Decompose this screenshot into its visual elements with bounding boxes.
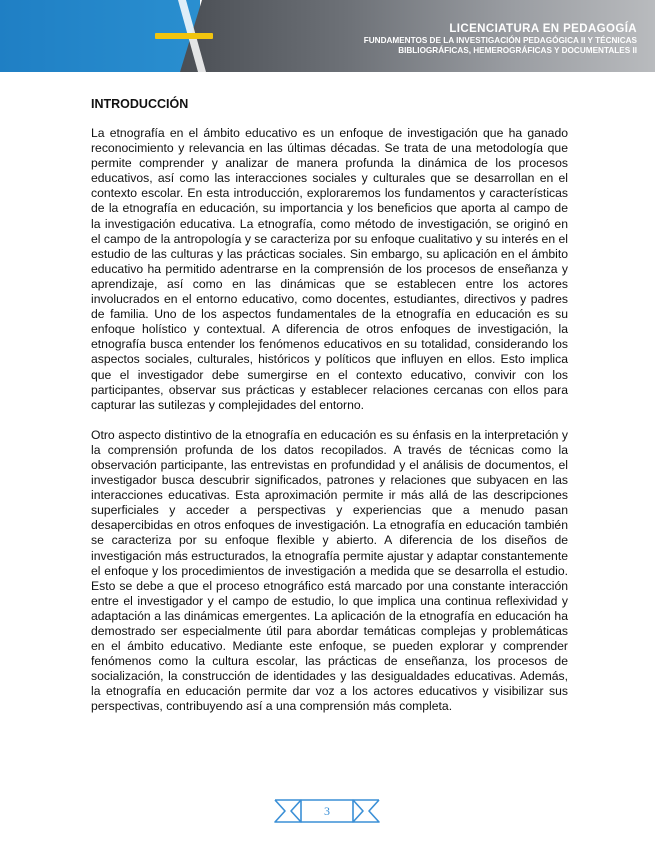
header-subtitle-line1: FUNDAMENTOS DE LA INVESTIGACIÓN PEDAGÓGICA II Y TÉCNICAS xyxy=(363,36,637,45)
main-content xyxy=(91,96,568,730)
header-text-block xyxy=(364,22,637,56)
header-banner xyxy=(0,0,655,72)
header-yellow-accent xyxy=(155,33,213,39)
page-number-badge xyxy=(271,797,383,825)
page-number: 3 xyxy=(324,804,330,818)
header-title: LICENCIATURA EN PEDAGOGÍA xyxy=(449,23,637,35)
paragraph-2: Otro aspecto distintivo de la etnografía en educación es su énfasis en la interpretación y la comprensión profunda de los datos recopilados. A través de técnicas como la observación participante, las entrevistas en profundidad y el análisis de documentos, el investigador busca descubrir significados, patrones y relaciones que subyacen en las interacciones educativas. Esta aproximación permite ir más allá de las descripciones superficiales y acceder a perspectivas y experiencias que a menudo pasan desapercibidas en otros enfoques de investigación. La etnografía en educación también se caracteriza por su enfoque flexible y abierto. A diferencia de los diseños de investigación más estructurados, la etnografía permite ajustar y adaptar constantemente el enfoque y los procedimientos de investigación a medida que se desarrolla el estudio. Esto se debe a que el proceso etnográfico está marcado por una constante interacción entre el investigador y el campo de estudio, lo que implica una continua reflexividad y adaptación a las dinámicas emergentes. La aplicación de la etnografía en educación ha demostrado ser especialmente útil para abordar temáticas complejas y problemáticas en el ámbito educativo. Mediante este enfoque, se pueden explorar y comprender fenómenos como la cultura escolar, las prácticas de enseñanza, los procesos de socialización, la construcción de identidades y las desigualdades educativas. Además, la etnografía en educación permite dar voz a los actores educativos y visibilizar sus perspectivas, contribuyendo así a una comprensión más completa. xyxy=(91,427,568,714)
header-subtitle-line2: BIBLIOGRÁFICAS, HEMEROGRÁFICAS Y DOCUMENTALES II xyxy=(398,46,637,55)
section-title: INTRODUCCIÓN xyxy=(91,97,189,111)
paragraph-1: La etnografía en el ámbito educativo es un enfoque de investigación que ha ganado reconocimiento y relevancia en las últimas décadas. Se trata de una metodología que permite comprender y analizar de manera profunda la dinámica de los procesos educativos, así como las interacciones sociales y culturales que se desarrollan en el contexto escolar. En esta introducción, exploraremos los fundamentos y características de la etnografía en educación, su importancia y los beneficios que aporta al campo de la investigación educativa. La etnografía, como método de investigación, se originó en el campo de la antropología y se caracteriza por su enfoque cualitativo y su interés en el estudio de las culturas y las prácticas sociales. Sin embargo, su aplicación en el ámbito educativo ha permitido adentrarse en la comprensión de los procesos de enseñanza y aprendizaje, así como en las dinámicas que se establecen entre los actores involucrados en el entorno educativo, como docentes, estudiantes, directivos y padres de familia. Uno de los aspectos fundamentales de la etnografía en educación es su enfoque holístico y contextual. A diferencia de otros enfoques de investigación, la etnografía busca entender los fenómenos educativos en su totalidad, considerando los aspectos sociales, culturales, históricos y políticos que influyen en ellos. Esto implica que el investigador debe sumergirse en el contexto educativo, convivir con los participantes, observar sus prácticas y establecer relaciones cercanas con ellos para capturar las sutilezas y complejidades del entorno. xyxy=(91,126,568,412)
